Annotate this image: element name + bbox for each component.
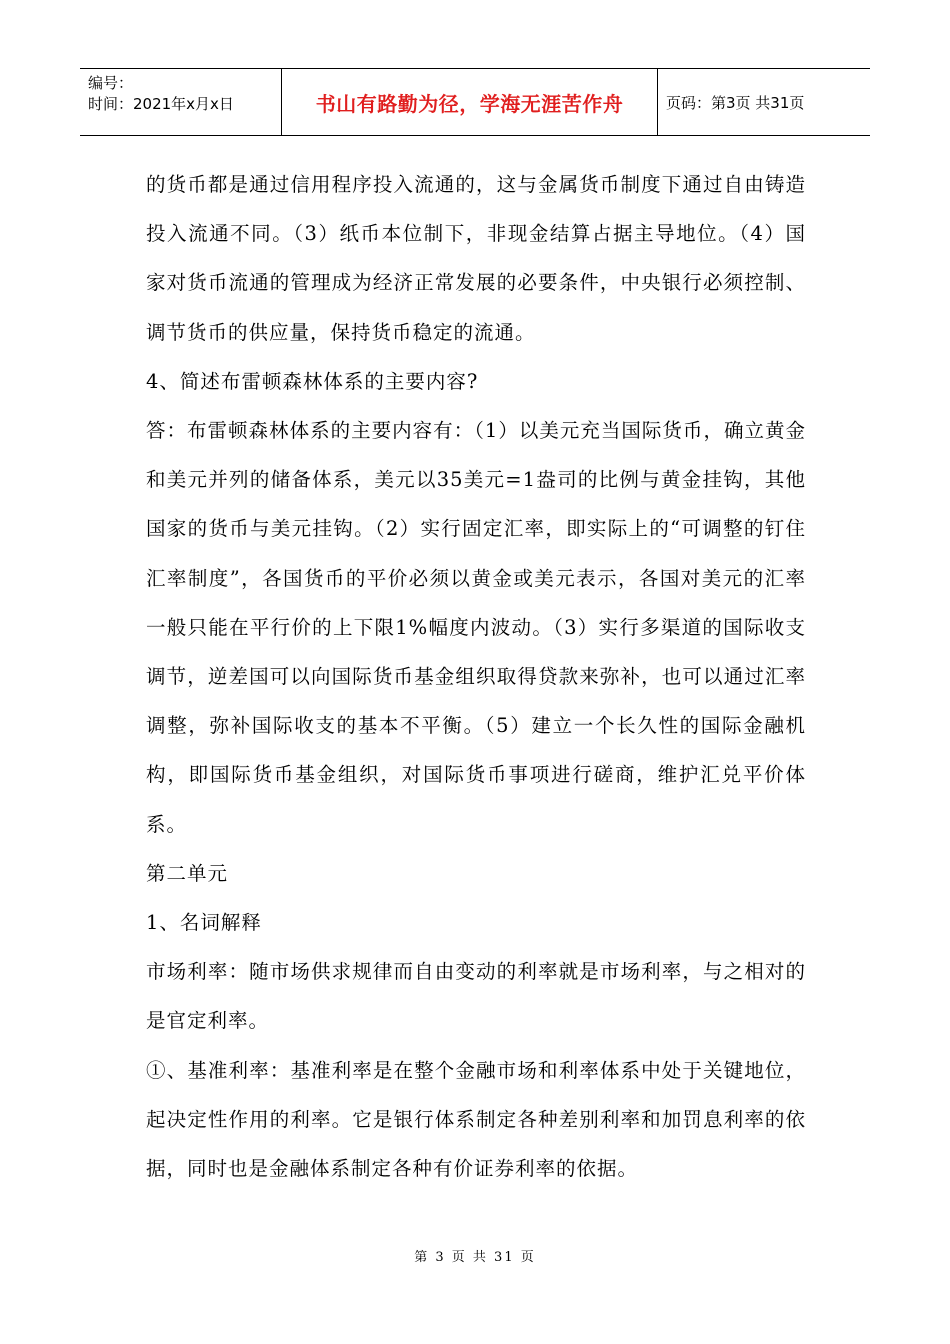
document-number-label: 编号：	[88, 74, 134, 92]
document-body	[146, 160, 806, 1193]
header-meta	[80, 69, 282, 135]
answer-paragraph: 答：布雷顿森林体系的主要内容有：（1）以美元充当国际货币，确立黄金和美元并列的储备体系，美元以35美元=1盎司的比例与黄金挂钩，其他国家的货币与美元挂钩。（2）实行固定汇率，即实际上的“可调整的钉住汇率制度”，各国货币的平价必须以黄金或美元表示，各国对美元的汇率一般只能在平行价的上下限1%幅度内波动。（3）实行多渠道的国际收支调节，逆差国可以向国际货币基金组织取得贷款来弥补，也可以通过汇率调整，弥补国际收支的基本不平衡。（5）建立一个长久性的国际金融机构，即国际货币基金组织，对国际货币事项进行磋商，维护汇兑平价体系。	[146, 419, 806, 836]
header-motto: 书山有路勤为径，学海无涯苦作舟	[282, 69, 658, 135]
header-page-number: 页码：第3页 共31页	[666, 93, 805, 112]
term-definition: ①、基准利率：基准利率是在整个金融市场和利率体系中处于关键地位，起决定性作用的利率。它是银行体系制定各种差别利率和加罚息利率的依据，同时也是金融体系制定各种有价证券利率的依据。	[146, 1058, 806, 1181]
paragraph-continuation: 的货币都是通过信用程序投入流通的，这与金属货币制度下通过自由铸造投入流通不同。（3）纸币本位制下，非现金结算占据主导地位。（4）国家对货币流通的管理成为经济正常发展的必要条件，中央银行必须控制、调节货币的供应量，保持货币稳定的流通。	[146, 173, 806, 344]
document-date-label: 时间：2021年x月x日	[88, 95, 234, 113]
question-heading: 4、简述布雷顿森林体系的主要内容?	[146, 369, 479, 393]
page-header	[80, 68, 870, 136]
term-definition: 市场利率：随市场供求规律而自由变动的利率就是市场利率，与之相对的是官定利率。	[146, 960, 806, 1033]
unit-heading: 第二单元	[146, 861, 229, 885]
page-footer: 第 3 页 共 31 页	[414, 1250, 536, 1265]
section-heading: 1、名词解释	[146, 911, 262, 935]
